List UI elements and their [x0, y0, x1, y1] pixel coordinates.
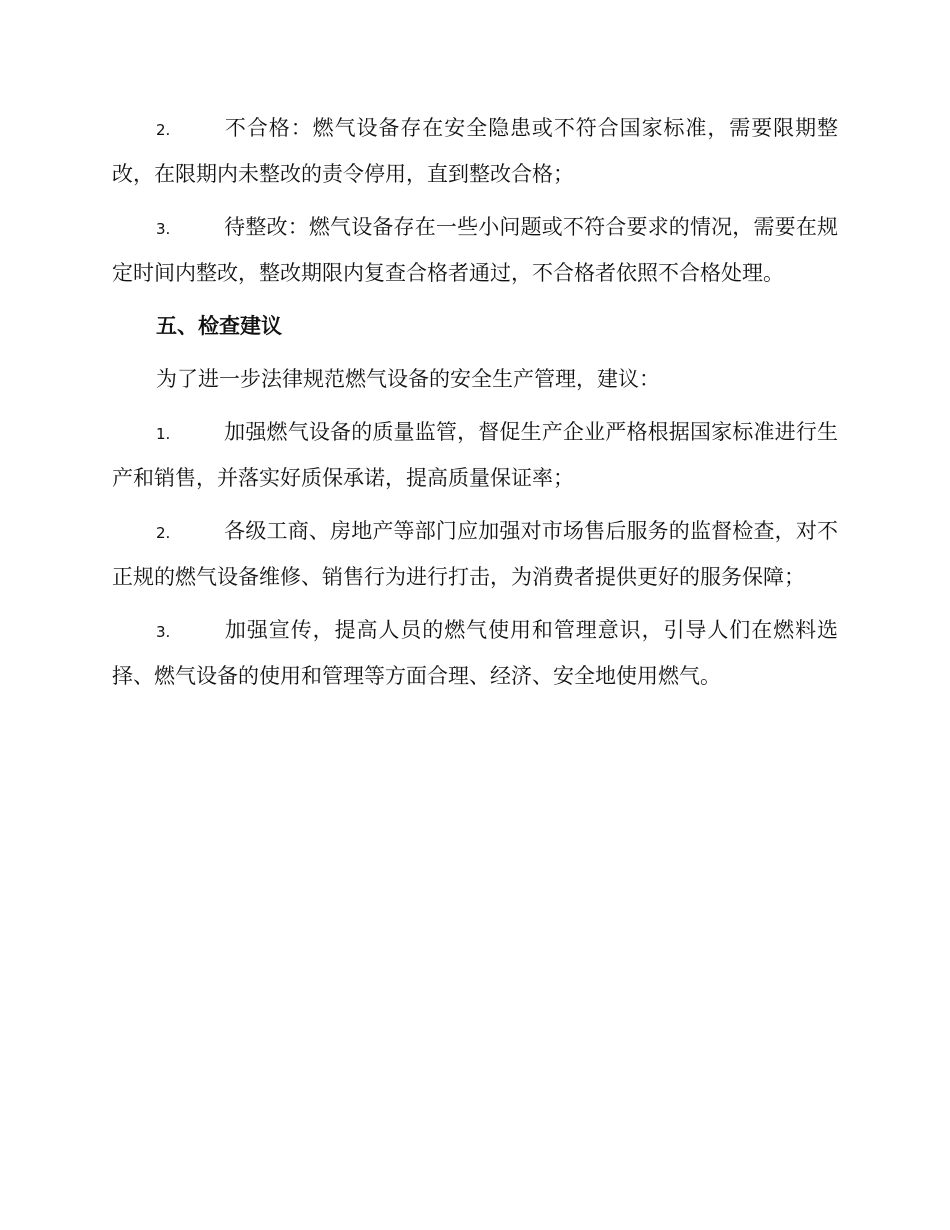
list-text: 加强燃气设备的质量监管，督促生产企业严格根据国家标准进行生产和销售，并落实好质保承诺，提高质量保证率；: [112, 420, 838, 490]
list-number: 2.: [156, 524, 171, 542]
list-item: [112, 410, 838, 500]
list-text: 加强宣传，提高人员的燃气使用和管理意识，引导人们在燃料选择、燃气设备的使用和管理等方面合理、经济、安全地使用燃气。: [112, 618, 838, 688]
document-body: [112, 0, 838, 698]
list-number: 1.: [156, 425, 171, 443]
section-heading: 五、检查建议: [156, 314, 282, 338]
list-number: 3.: [156, 220, 171, 238]
section-intro: 为了进一步法律规范燃气设备的安全生产管理，建议：: [156, 367, 660, 391]
list-text: 各级工商、房地产等部门应加强对市场售后服务的监督检查，对不正规的燃气设备维修、销售行为进行打击，为消费者提供更好的服务保障；: [112, 519, 838, 589]
list-item: [112, 509, 838, 599]
list-item: [112, 608, 838, 698]
list-item: [112, 205, 838, 295]
list-item: [112, 106, 838, 196]
list-number: 3.: [156, 623, 171, 641]
list-text: 待整改：燃气设备存在一些小问题或不符合要求的情况，需要在规定时间内整改，整改期限内复查合格者通过，不合格者依照不合格处理。: [112, 215, 838, 285]
list-number: 2.: [156, 121, 171, 139]
list-text: 不合格：燃气设备存在安全隐患或不符合国家标准，需要限期整改，在限期内未整改的责令停用，直到整改合格；: [112, 116, 838, 186]
